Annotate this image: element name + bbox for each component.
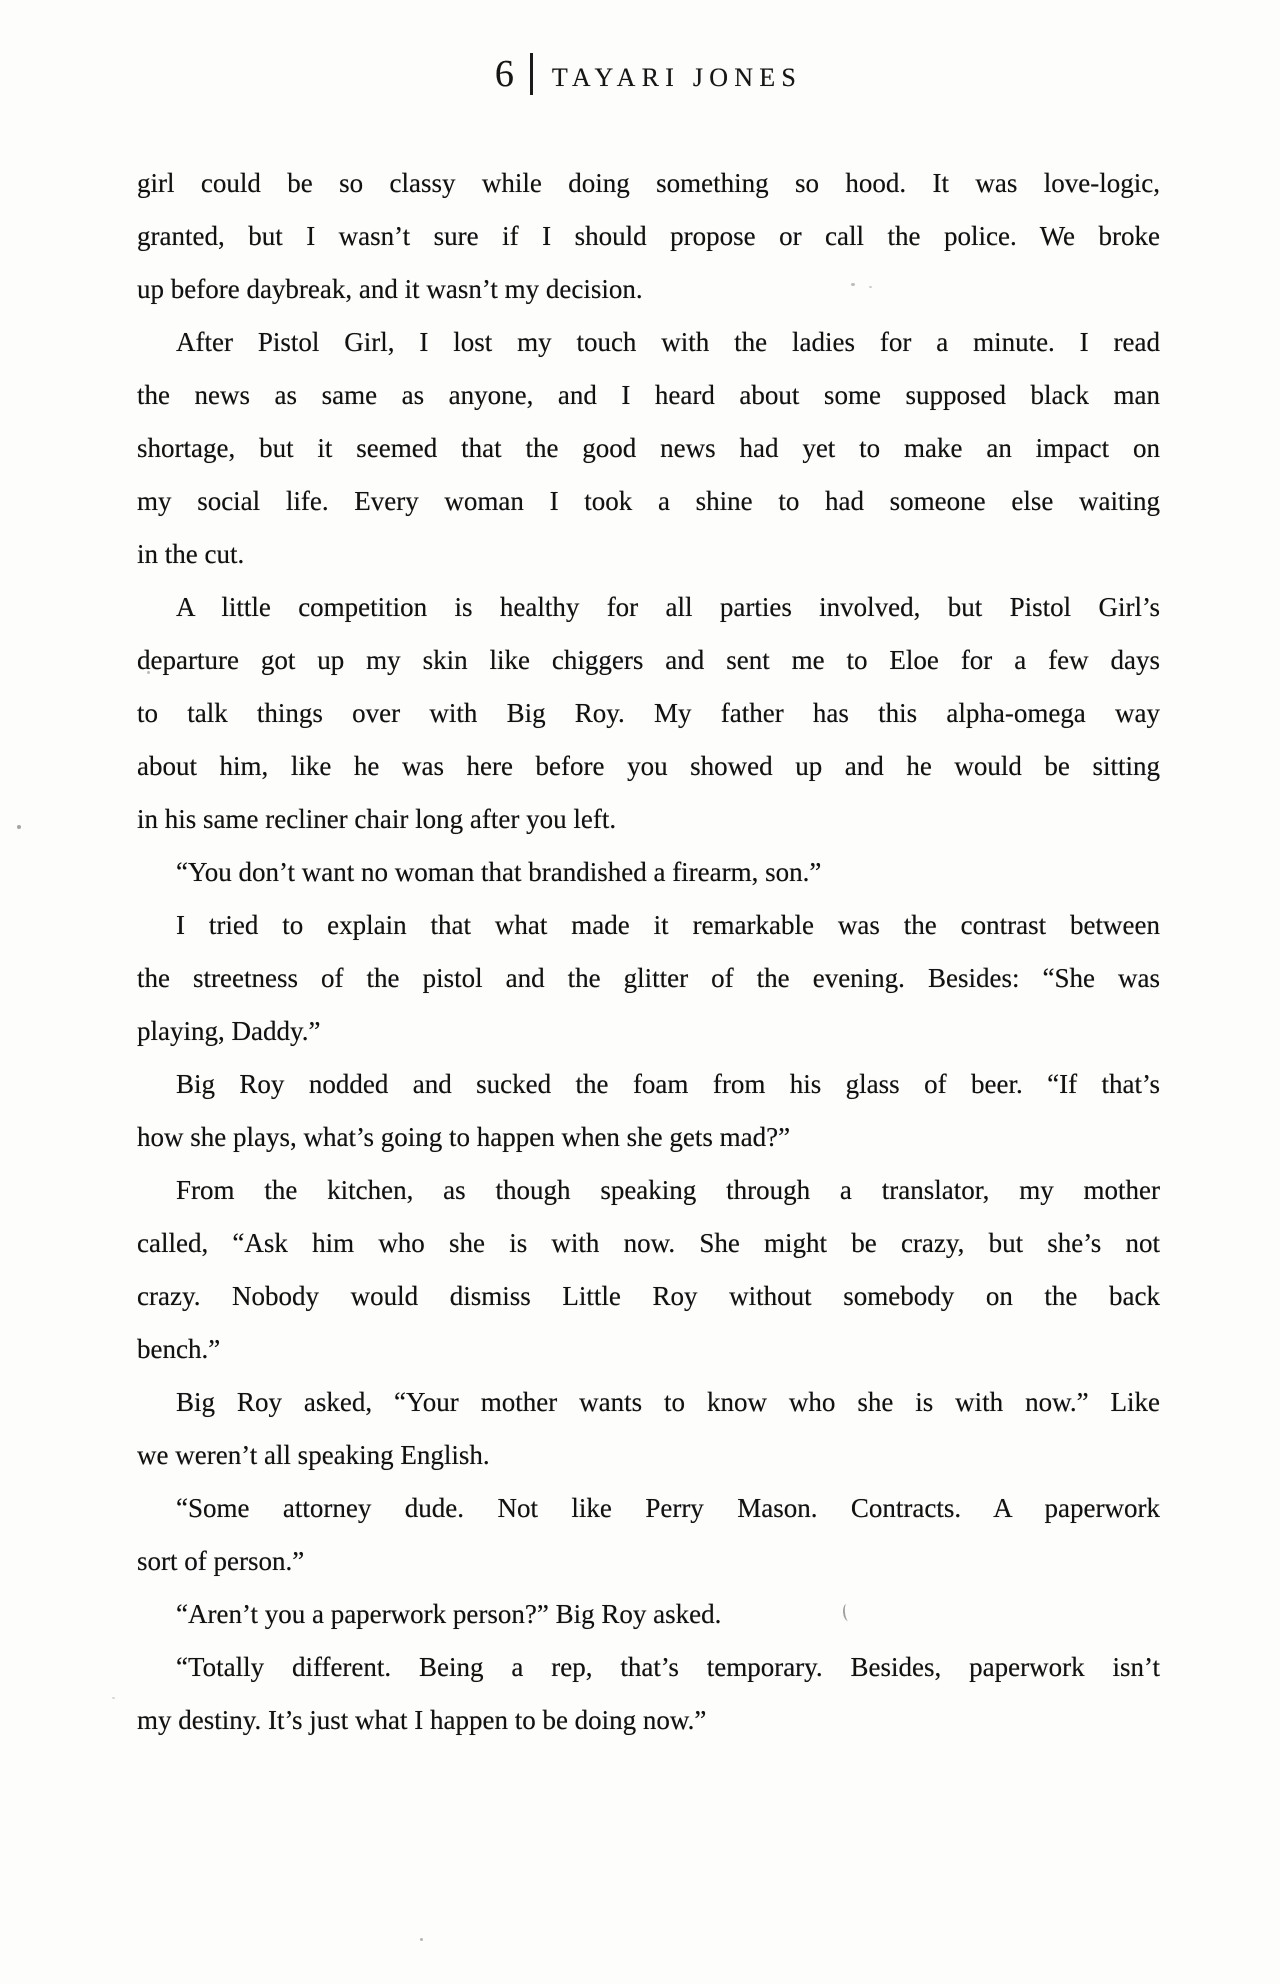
text-line: “Some attorney dude. Not like Perry Mason. Contracts. A paperwork (176, 1493, 1160, 1523)
text-line: After Pistol Girl, I lost my touch with the ladies for a minute. I read (176, 327, 1160, 357)
text-line: “You don’t want no woman that brandished a firearm, son.” (176, 857, 822, 887)
text-line: how she plays, what’s going to happen when she gets mad?” (137, 1122, 791, 1152)
text-line: in his same recliner chair long after you left. (137, 804, 617, 834)
text-line: “Totally different. Being a rep, that’s temporary. Besides, paperwork isn’t (176, 1652, 1160, 1682)
text-line: in the cut. (137, 539, 245, 569)
scan-artifact-dot (17, 825, 21, 829)
text-line: Big Roy nodded and sucked the foam from his glass of beer. “If that’s (176, 1069, 1160, 1099)
scan-artifact-dot (869, 286, 872, 288)
scan-artifact-dot (420, 1938, 423, 1941)
text-line: I tried to explain that what made it remarkable was the contrast between (176, 910, 1160, 940)
paragraph (137, 899, 1160, 1058)
paragraph (137, 1588, 1160, 1641)
text-line: granted, but I wasn’t sure if I should propose or call the police. We broke (137, 221, 1160, 251)
text-line: A little competition is healthy for all parties involved, but Pistol Girl’s (176, 592, 1160, 622)
text-line: up before daybreak, and it wasn’t my decision. (137, 274, 643, 304)
text-line: called, “Ask him who she is with now. She might be crazy, but she’s not (137, 1228, 1160, 1258)
paragraph (137, 157, 1160, 316)
text-line: sort of person.” (137, 1546, 305, 1576)
paragraph (137, 1641, 1160, 1747)
text-line: crazy. Nobody would dismiss Little Roy without somebody on the back (137, 1281, 1160, 1311)
text-line: departure got up my skin like chiggers and sent me to Eloe for a few days (137, 645, 1160, 675)
scan-artifact-dot (147, 671, 150, 674)
paragraph (137, 316, 1160, 581)
text-line: girl could be so classy while doing something so hood. It was love-logic, (137, 168, 1160, 198)
page-header (137, 52, 1160, 96)
paragraph (137, 1058, 1160, 1164)
text-line: my destiny. It’s just what I happen to be doing now.” (137, 1705, 707, 1735)
paragraph (137, 581, 1160, 846)
body-text (137, 157, 1160, 1747)
text-line: my social life. Every woman I took a shine to had someone else waiting (137, 486, 1160, 516)
header-separator-bar (530, 53, 533, 95)
text-line: shortage, but it seemed that the good news had yet to make an impact on (137, 433, 1160, 463)
page-number: 6 (494, 53, 515, 95)
text-line: to talk things over with Big Roy. My father has this alpha-omega way (137, 698, 1160, 728)
paragraph (137, 1482, 1160, 1588)
text-line: the streetness of the pistol and the glitter of the evening. Besides: “She was (137, 963, 1160, 993)
scan-artifact-dot (112, 1697, 115, 1699)
paragraph (137, 846, 1160, 899)
text-line: about him, like he was here before you showed up and he would be sitting (137, 751, 1160, 781)
text-line: bench.” (137, 1334, 221, 1364)
text-line: Big Roy asked, “Your mother wants to know who she is with now.” Like (176, 1387, 1160, 1417)
author-name: TAYARI JONES (551, 63, 803, 92)
text-line: playing, Daddy.” (137, 1016, 321, 1046)
text-line: “Aren’t you a paperwork person?” Big Roy asked. (176, 1599, 722, 1629)
text-line: we weren’t all speaking English. (137, 1440, 490, 1470)
text-line: the news as same as anyone, and I heard about some supposed black man (137, 380, 1160, 410)
paragraph (137, 1164, 1160, 1376)
scan-artifact-dot (851, 283, 855, 286)
paragraph (137, 1376, 1160, 1482)
text-line: From the kitchen, as though speaking through a translator, my mother (176, 1175, 1160, 1205)
